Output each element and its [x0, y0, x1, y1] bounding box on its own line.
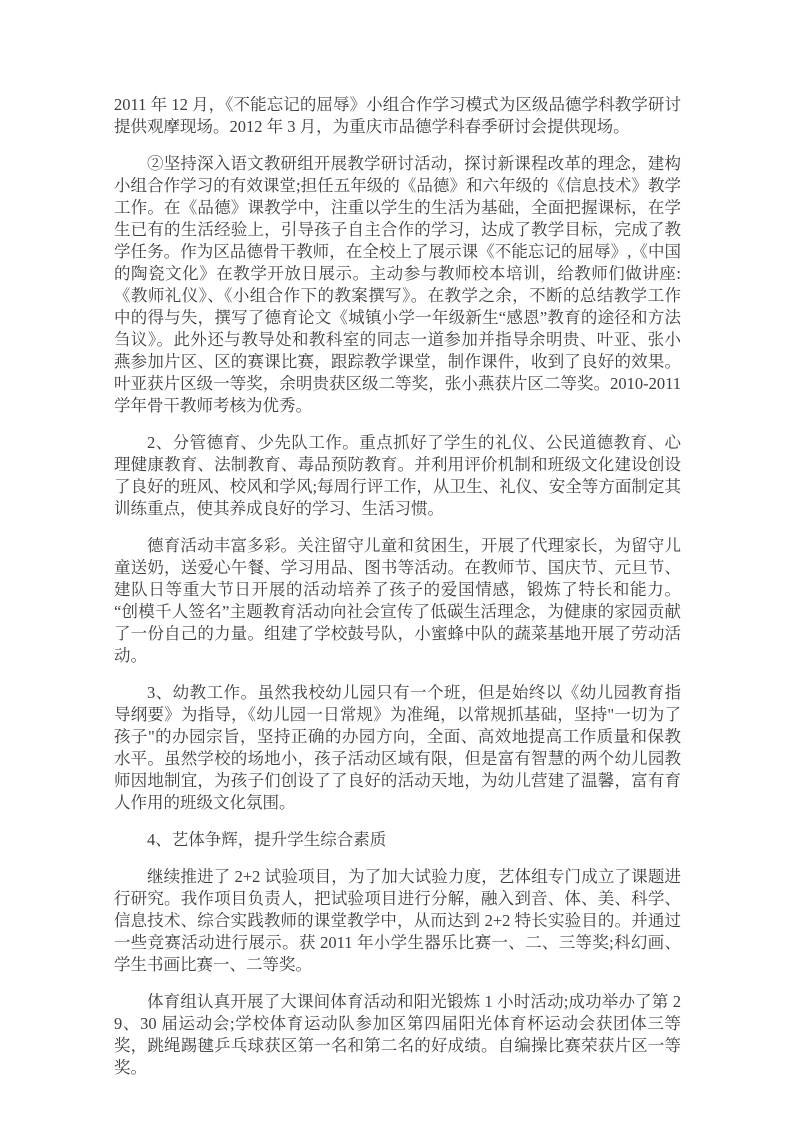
paragraph-demo-lesson-2011: 2011 年 12 月，《不能忘记的屈辱》小组合作学习模式为区级品德学科教学研讨提供观摩现场。2012 年 3 月，为重庆市品德学科春季研讨会提供现场。 — [114, 95, 681, 136]
paragraph-teaching-research-work: ②坚持深入语文教研组开展教学研讨活动，探讨新课程改革的理念，建构小组合作学习的有效课堂;担任五年级的《品德》和六年级的《信息技术》教学工作。在《品德》课教学中，注重以学生的生活为基础，全面把握课标，在学生已有的生活经验上，引导孩子自主合作的学习，达成了教学目标，完成了教学任务。作为区品德骨干教师，在全校上了展示课《不能忘记的屈辱》,《中国的陶瓷文化》在教学开放日展示。主动参与教师校本培训，给教师们做讲座:《教师礼仪》、《小组合作下的教案撰写》。在教学之余，不断的总结教学工作中的得与失，撰写了德育论文《城镇小学一年级新生“感恩”教育的途径和方法刍议》。此外还与教导处和教科室的同志一道参加并指导余明贵、叶亚、张小燕参加片区、区的赛课比赛，跟踪教学课堂，制作课件，收到了良好的效果。叶亚获片区级一等奖，余明贵获区级二等奖，张小燕获片区二等奖。2010-2011 学年骨干教师考核为优秀。 — [114, 154, 681, 415]
paragraph-moral-education-duty: 2、分管德育、少先队工作。重点抓好了学生的礼仪、公民道德教育、心理健康教育、法制教育、毒品预防教育。并利用评价机制和班级文化建设创设了良好的班风、校风和学风;每周行评工作，从卫生、礼仪、安全等方面制定其训练重点，使其养成良好的学习、生活习惯。 — [114, 433, 681, 518]
paragraph-sports-group: 体育组认真开展了大课间体育活动和阳光锻炼 1 小时活动;成功举办了第 29、30 届运动会;学校体育运动队参加区第四届阳光体育杯运动会获团体三等奖，跳绳踢毽乒乓球获区第一名和第二名的好成绩。自编操比赛荣获片区一等奖。 — [114, 992, 681, 1077]
heading-arts-sports-section: 4、艺体争辉，提升学生综合素质 — [147, 830, 387, 849]
paragraph-2plus2-project: 继续推进了 2+2 试验项目，为了加大试验力度，艺体组专门成立了课题进行研究。我作项目负责人，把试验项目进行分解，融入到音、体、美、科学、信息技术、综合实践教师的课堂教学中，从而达到 2+2 特长实验目的。并通过一些竞赛活动进行展示。获 2011 年小学生器乐比赛一、二、三等奖;科幻画、学生书画比赛一、二等奖。 — [114, 867, 681, 974]
paragraph-moral-activities: 德育活动丰富多彩。关注留守儿童和贫困生，开展了代理家长，为留守儿童送奶，送爱心午餐、学习用品、图书等活动。在教师节、国庆节、元旦节、建队日等重大节日开展的活动培养了孩子的爱国情感，锻炼了特长和能力。“创模千人签名”主题教育活动向社会宣传了低碳生活理念，为健康的家园贡献了一份自己的力量。组建了学校鼓号队，小蜜蜂中队的蔬菜基地开展了劳动活动。 — [114, 536, 681, 665]
paragraph-preschool-work: 3、幼教工作。虽然我校幼儿园只有一个班，但是始终以《幼儿园教育指导纲要》为指导，《幼儿园一日常规》为准绳，以常规抓基础，坚持"一切为了孩子"的办园宗旨，坚持正确的办园方向，全面、高效地提高工作质量和保教水平。虽然学校的场地小，孩子活动区域有限，但是富有智慧的两个幼儿园教师因地制宜，为孩子们创设了了良好的活动天地，为幼儿营建了温馨，富有育人作用的班级文化氛围。 — [114, 683, 681, 812]
